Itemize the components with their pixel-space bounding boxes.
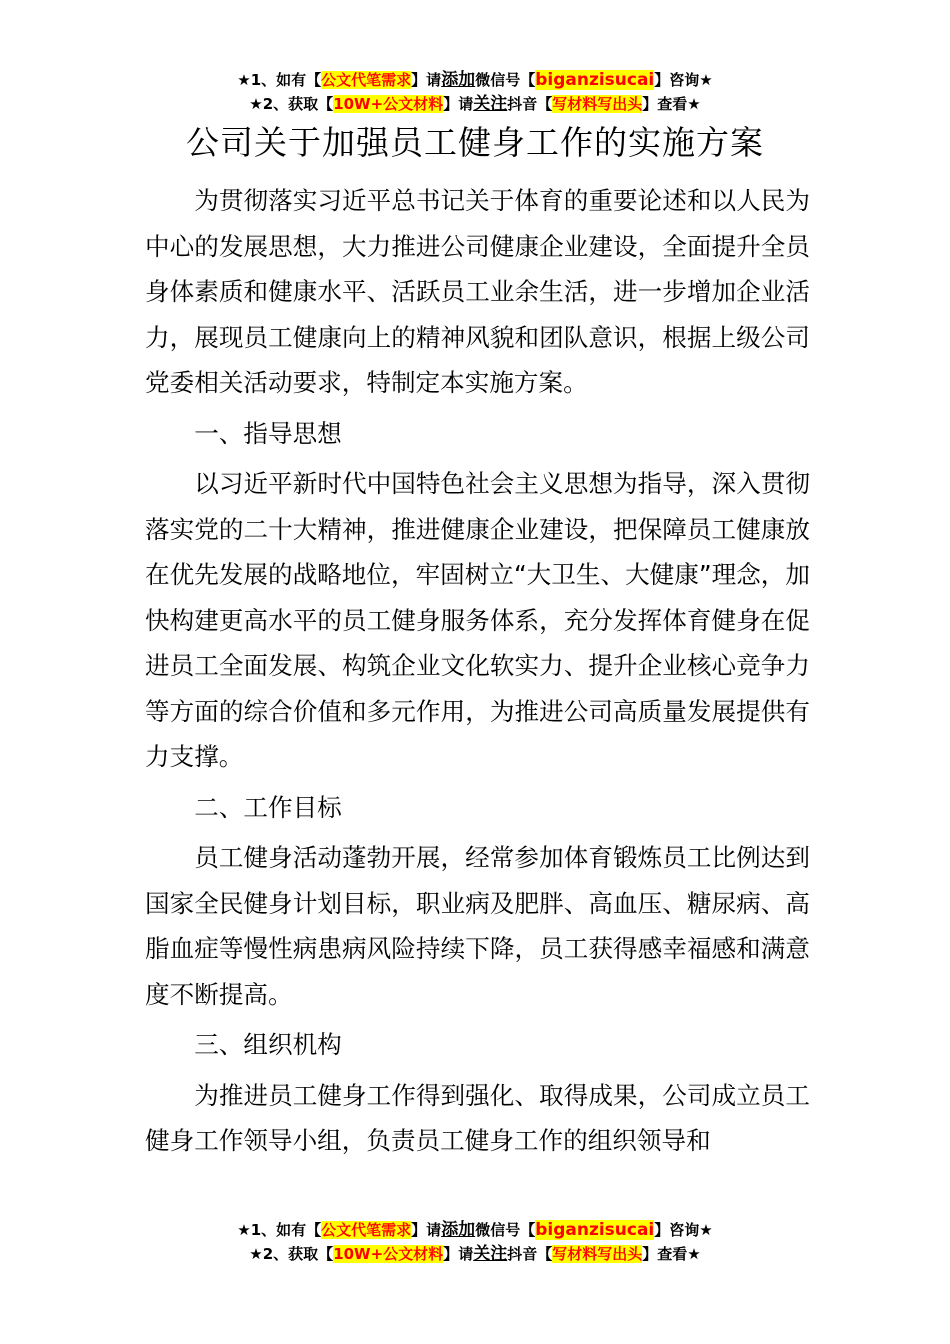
intro-paragraph: 为贯彻落实习近平总书记关于体育的重要论述和以人民为中心的发展思想，大力推进公司健康企业建设，全面提升全员身体素质和健康水平、活跃员工业余生活，进一步增加企业活力，展现员工健康向上的精神风貌和团队意识，根据上级公司党委相关活动要求，特制定本实施方案。 — [145, 186, 810, 397]
banner-text: 】请 — [443, 95, 474, 113]
douyin-id: 写材料写出头 — [552, 1245, 643, 1263]
section-paragraph-3: 为推进员工健身工作得到强化、取得成果，公司成立员工健身工作领导小组，负责员工健身工作的组织领导和 — [145, 1080, 810, 1155]
highlight-text: 公文代笔需求 — [321, 1221, 412, 1239]
section-paragraph-2: 员工健身活动蓬勃开展，经常参加体育锻炼员工比例达到国家全民健身计划目标，职业病及肥胖、高血压、糖尿病、高脂血症等慢性病患病风险持续下降，员工获得感幸福感和满意度不断提高。 — [145, 843, 810, 1009]
underlined-text: 添加 — [441, 70, 476, 90]
banner-line-2 — [0, 1242, 950, 1266]
wechat-id: biganzisucai — [535, 70, 655, 90]
underlined-text: 关注 — [473, 1244, 508, 1264]
section-paragraph-1: 以习近平新时代中国特色社会主义思想为指导，深入贯彻落实党的二十大精神，推进健康企业建设，把保障员工健康放在优先发展的战略地位，牢固树立“大卫生、大健康”理念，加快构建更高水平的员工健身服务体系，充分发挥体育健身在促进员工全面发展、构筑企业文化软实力、提升企业核心竞争力等方面的综合价值和多元作用，为推进公司高质量发展提供有力支撑。 — [145, 469, 810, 771]
banner-text: ★2、获取【 — [249, 95, 334, 113]
banner-text: 】咨询★ — [654, 71, 713, 89]
underlined-text: 添加 — [441, 1220, 476, 1240]
document-body — [145, 178, 810, 1164]
highlight-text: 10W+公文材料 — [333, 95, 444, 113]
section-heading-1: 一、指导思想 — [194, 418, 342, 448]
banner-text: 】查看★ — [642, 95, 701, 113]
banner-text: 微信号【 — [475, 1221, 536, 1239]
header-banner — [0, 68, 950, 116]
banner-text: ★1、如有【 — [237, 71, 322, 89]
banner-line-2 — [0, 92, 950, 116]
underlined-text: 关注 — [473, 94, 508, 114]
footer-banner — [0, 1218, 950, 1266]
banner-text: 】咨询★ — [654, 1221, 713, 1239]
highlight-text: 公文代笔需求 — [321, 71, 412, 89]
banner-text: 】查看★ — [642, 1245, 701, 1263]
douyin-id: 写材料写出头 — [552, 95, 643, 113]
banner-text: 】请 — [443, 1245, 474, 1263]
banner-text: ★2、获取【 — [249, 1245, 334, 1263]
section-heading-3: 三、组织机构 — [194, 1030, 342, 1059]
banner-line-1 — [0, 1218, 950, 1242]
banner-text: 微信号【 — [475, 71, 536, 89]
banner-text: 抖音【 — [507, 1245, 553, 1263]
banner-line-1 — [0, 68, 950, 92]
banner-text: 】请 — [411, 71, 442, 89]
section-heading-2: 二、工作目标 — [194, 792, 342, 822]
banner-text: 】请 — [411, 1221, 442, 1239]
wechat-id: biganzisucai — [535, 1220, 655, 1240]
document-title: 公司关于加强员工健身工作的实施方案 — [186, 123, 764, 162]
banner-text: ★1、如有【 — [237, 1221, 322, 1239]
highlight-text: 10W+公文材料 — [333, 1245, 444, 1263]
banner-text: 抖音【 — [507, 95, 553, 113]
